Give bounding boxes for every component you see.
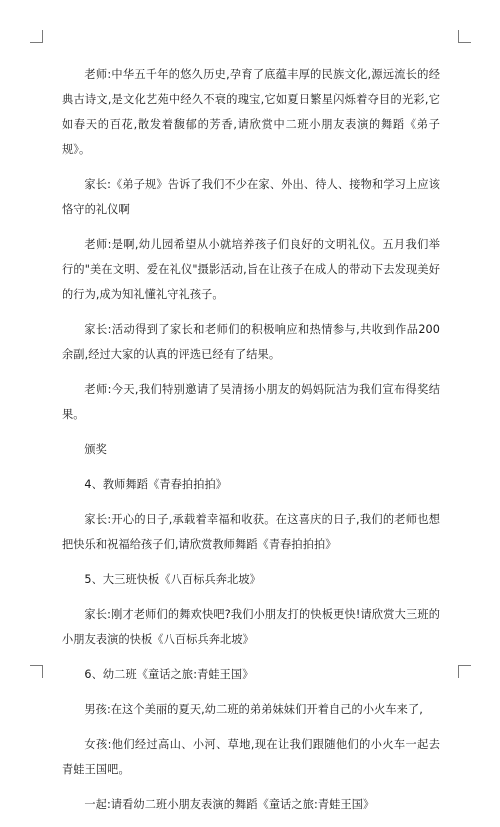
- crop-mark-bottom-left: [30, 665, 43, 678]
- paragraph-parent-etiquette: 家长:《弟子规》告诉了我们不少在家、外出、待人、接物和学习上应该恪守的礼仪啊: [62, 178, 440, 216]
- paragraph-teacher-intro: 老师:中华五千年的悠久历史,孕育了底蕴丰厚的民族文化,源远流长的经典古诗文,是文化艺苑中经久不衰的瑰宝,它如夏日繁星闪烁着夺目的光彩,它如春天的百花,散发着馥郁的芳香,请欣赏中二班小朋友表演的舞蹈《弟子规》。: [62, 68, 440, 156]
- paragraph-parent-results: 家长:活动得到了家长和老师们的积极响应和热情参与,共收到作品200余副,经过大家的认真的评选已经有了结果。: [62, 323, 440, 361]
- paragraph-teacher-photo-activity: 老师:是啊,幼儿园希望从小就培养孩子们良好的文明礼仪。五月我们举行的"美在文明、爱在礼仪"摄影活动,旨在让孩子在成人的带动下去发现美好的行为,成为知礼懂礼守礼孩子。: [62, 238, 440, 301]
- heading-item-6: 6、幼二班《童话之旅:青蛙王国》: [84, 668, 254, 681]
- heading-item-5: 5、大三班快板《八百标兵奔北坡》: [84, 573, 261, 586]
- paragraph-boy: 男孩:在这个美丽的夏天,幼二班的弟弟妹妹们开着自己的小火车来了,: [84, 703, 423, 716]
- crop-mark-bottom-right: [458, 665, 471, 678]
- paragraph-girl: 女孩:他们经过高山、小河、草地,现在让我们跟随他们的小火车一起去青蛙王国吧。: [62, 738, 440, 776]
- paragraph-teacher-announce: 老师:今天,我们特别邀请了吴清扬小朋友的妈妈阮洁为我们宣布得奖结果。: [62, 383, 440, 421]
- paragraph-award: 颁奖: [84, 443, 107, 456]
- heading-item-4: 4、教师舞蹈《青春拍拍拍》: [84, 478, 228, 491]
- paragraph-parent-clapper: 家长:刚才老师们的舞欢快吧?我们小朋友打的快板更快!请欣赏大三班的小朋友表演的快板《八百标兵奔北坡》: [62, 608, 440, 646]
- document-body: [62, 62, 440, 827]
- crop-mark-top-right: [458, 30, 471, 43]
- paragraph-together: 一起:请看幼二班小朋友表演的舞蹈《童话之旅:青蛙王国》: [84, 798, 375, 811]
- paragraph-parent-teacher-dance: 家长:开心的日子,承载着幸福和收获。在这喜庆的日子,我们的老师也想把快乐和祝福给孩子们,请欣赏教师舞蹈《青春拍拍拍》: [62, 513, 440, 551]
- crop-mark-top-left: [30, 30, 43, 43]
